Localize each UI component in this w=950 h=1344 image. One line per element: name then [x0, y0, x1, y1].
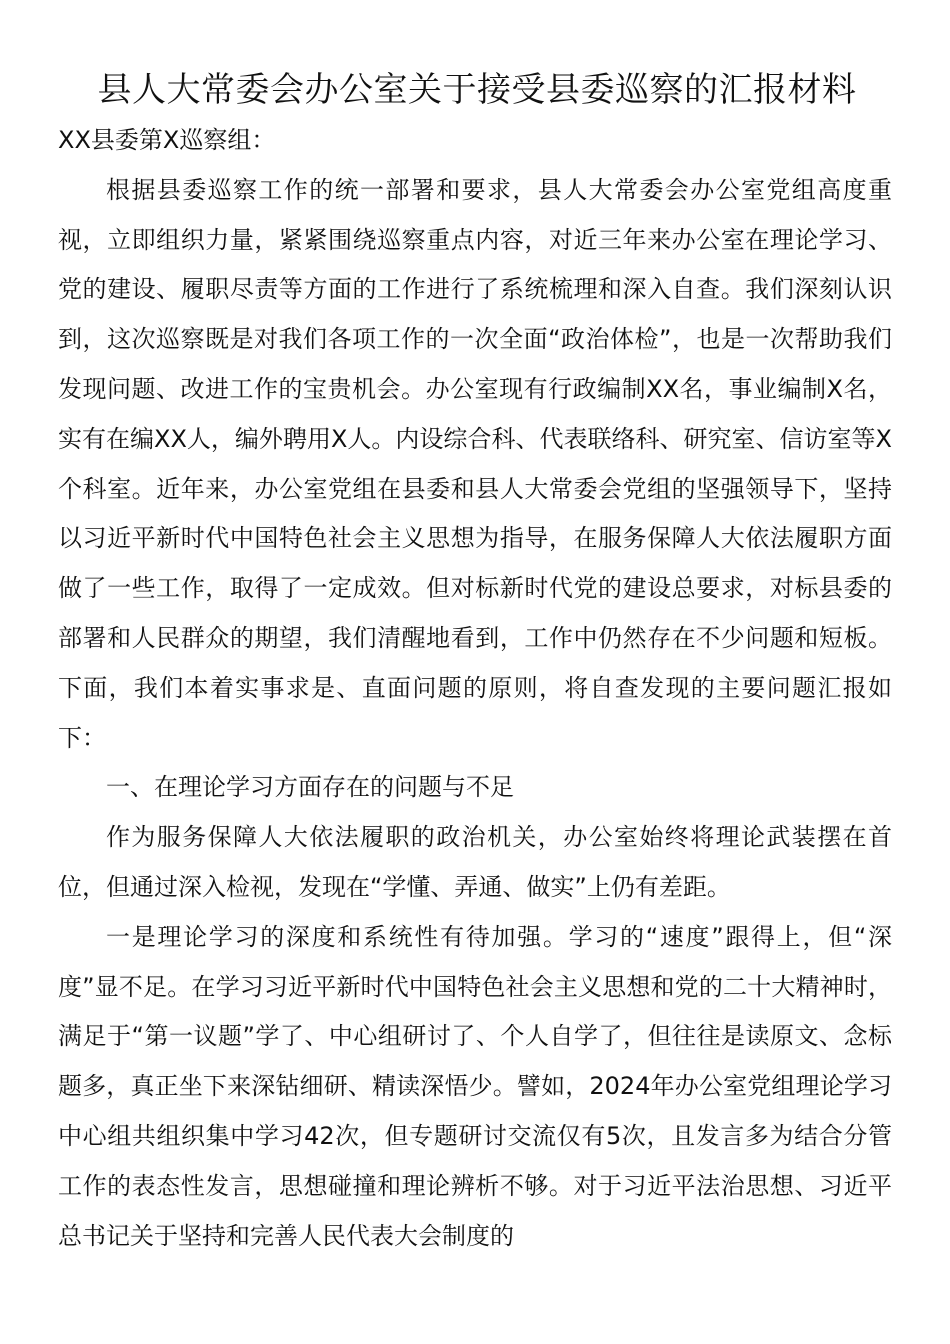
document-page [58, 64, 892, 1261]
section-paragraph: 作为服务保障人大依法履职的政治机关，办公室始终将理论武装摆在首位，但通过深入检视，发现在“学懂、弄通、做实”上仍有差距。 [58, 823, 892, 901]
section-heading: 一、在理论学习方面存在的问题与不足 [106, 773, 514, 802]
document-title: 县人大常委会办公室关于接受县委巡察的汇报材料 [97, 70, 857, 110]
intro-paragraph: 根据县委巡察工作的统一部署和要求，县人大常委会办公室党组高度重视，立即组织力量，紧紧围绕巡察重点内容，对近三年来办公室在理论学习、党的建设、履职尽责等方面的工作进行了系统梳理和深入自查。我们深刻认识到，这次巡察既是对我们各项工作的一次全面“政治体检”，也是一次帮助我们发现问题、改进工作的宝贵机会。办公室现有行政编制XX名，事业编制X名，实有在编XX人，编外聘用X人。内设综合科、代表联络科、研究室、信访室等X个科室。近年来，办公室党组在县委和县人大常委会党组的坚强领导下，坚持以习近平新时代中国特色社会主义思想为指导，在服务保障人大依法履职方面做了一些工作，取得了一定成效。但对标新时代党的建设总要求，对标县委的部署和人民群众的期望，我们清醒地看到，工作中仍然存在不少问题和短板。下面，我们本着实事求是、直面问题的原则，将自查发现的主要问题汇报如下： [58, 175, 892, 752]
section-paragraph: 一是理论学习的深度和系统性有待加强。学习的“速度”跟得上，但“深度”显不足。在学习习近平新时代中国特色社会主义思想和党的二十大精神时，满足于“第一议题”学了、中心组研讨了、个人自学了，但往往是读原文、念标题多，真正坐下来深钻细研、精读深悟少。譬如，2024年办公室党组理论学习中心组共组织集中学习42次，但专题研讨交流仅有5次，且发言多为结合分管工作的表态性发言，思想碰撞和理论辨析不够。对于习近平法治思想、习近平总书记关于坚持和完善人民代表大会制度的 [58, 922, 892, 1250]
salutation: XX县委第X巡察组： [58, 126, 276, 154]
